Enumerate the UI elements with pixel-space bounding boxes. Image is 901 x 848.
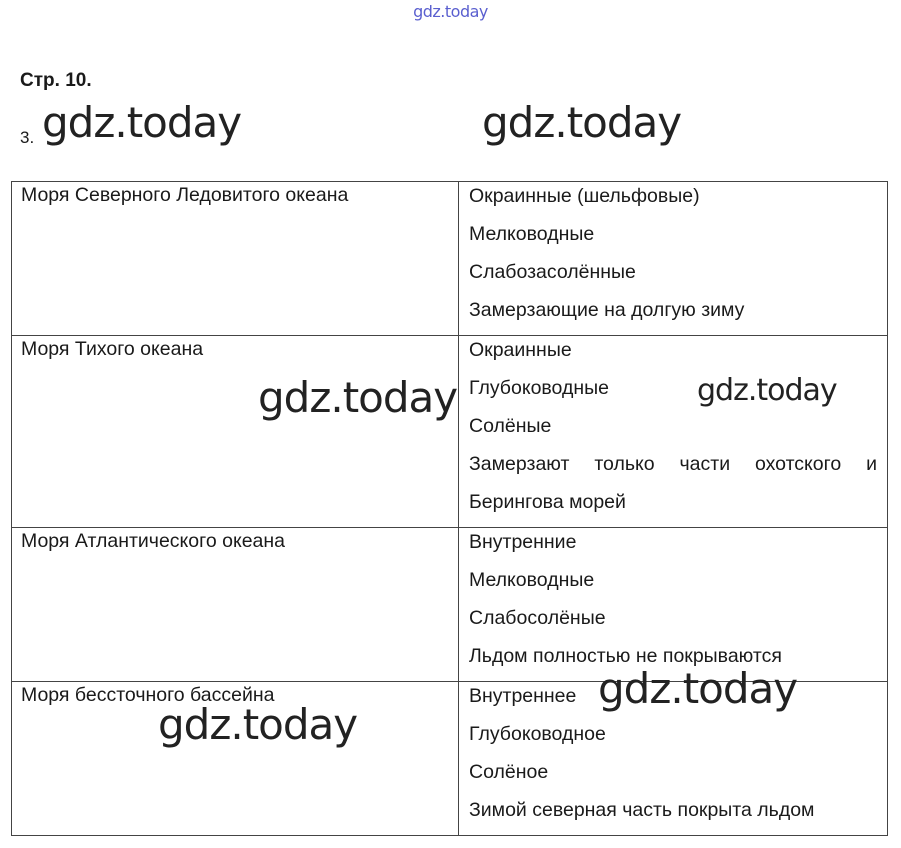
watermark-top: gdz.today <box>413 2 488 21</box>
features-cell <box>459 182 888 336</box>
feature-line: Льдом полностью не покрываются <box>469 645 782 667</box>
seas-table <box>11 181 888 836</box>
sea-name-cell <box>12 182 459 336</box>
table-row <box>12 336 888 528</box>
feature-line: Внутреннее <box>469 685 577 707</box>
watermark: gdz.today <box>258 373 458 422</box>
watermark: gdz.today <box>598 664 798 713</box>
feature-line: Внутренние <box>469 531 577 553</box>
feature-line: Берингова морей <box>469 491 626 513</box>
table-row <box>12 182 888 336</box>
sea-name-cell <box>12 336 459 528</box>
feature-line: Мелководные <box>469 223 595 245</box>
feature-line: Глубоководное <box>469 723 606 745</box>
feature-line: Мелководные <box>469 569 595 591</box>
feature-line: Замерзают только части охотского и <box>469 453 877 475</box>
page-label: Стр. 10. <box>20 70 92 91</box>
sea-name: Моря бессточного бассейна <box>21 684 275 706</box>
watermark: gdz.today <box>482 98 682 147</box>
task-number: 3. <box>20 128 35 147</box>
sea-name: Моря Северного Ледовитого океана <box>21 184 349 206</box>
feature-line: Глубоководные <box>469 377 609 399</box>
features-cell <box>459 336 888 528</box>
watermark: gdz.today <box>158 700 358 749</box>
table-row <box>12 528 888 682</box>
feature-line: Слабозасолённые <box>469 261 636 283</box>
watermark: gdz.today <box>697 373 837 408</box>
feature-line: Слабосолёные <box>469 607 606 629</box>
feature-line: Солёное <box>469 761 549 783</box>
feature-line: Окраинные (шельфовые) <box>469 185 700 207</box>
feature-line: Замерзающие на долгую зиму <box>469 299 745 321</box>
features-cell <box>459 528 888 682</box>
sea-name: Моря Тихого океана <box>21 338 204 360</box>
sea-name: Моря Атлантического океана <box>21 530 286 552</box>
feature-line: Зимой северная часть покрыта льдом <box>469 799 815 821</box>
feature-line: Окраинные <box>469 339 572 361</box>
watermark: gdz.today <box>42 98 242 147</box>
feature-line: Солёные <box>469 415 552 437</box>
sea-name-cell <box>12 528 459 682</box>
